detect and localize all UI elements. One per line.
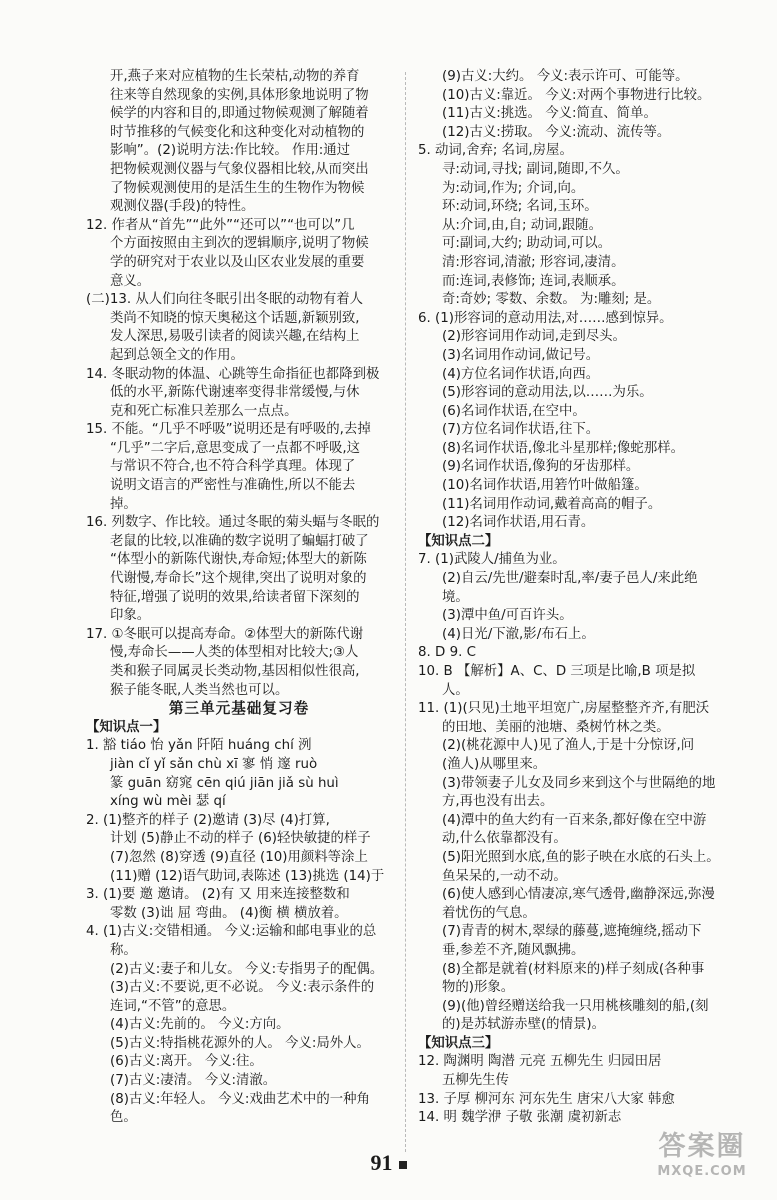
answer-line: 起到总领全文的作用。 bbox=[110, 347, 244, 363]
answer-line: 14. 明 魏学洢 子敬 张潮 虞初新志 bbox=[418, 1110, 622, 1126]
answer-line: 12. 陶渊明 陶潜 元亮 五柳先生 归园田居 bbox=[418, 1054, 662, 1070]
answer-line: (7)古义:凄清。 今义:清澈。 bbox=[110, 1073, 277, 1089]
answer-line: 动,什么依靠都没有。 bbox=[442, 831, 567, 847]
answer-line: (11)赠 (12)语气助词,表陈述 (13)挑选 (14)于 bbox=[110, 868, 385, 884]
answer-line: 猴子能冬眠,人类当然也可以。 bbox=[110, 682, 289, 698]
answer-line: (6)名词作状语,在空中。 bbox=[442, 403, 586, 419]
answer-line: (11)古义:挑选。 今义:简直、简单。 bbox=[442, 106, 657, 122]
answer-line: (8)名词作状语,像北斗星那样;像蛇那样。 bbox=[442, 440, 684, 456]
answer-line: (9)(他)曾经赠送给我一只用桃核雕刻的船,(刻 bbox=[442, 998, 709, 1014]
left-column bbox=[86, 68, 392, 1128]
answer-line: (5)阳光照到水底,鱼的影子映在水底的石头上。 bbox=[442, 849, 720, 865]
answer-line: 掉。 bbox=[110, 496, 137, 512]
answer-line: 6. (1)形容词的意动用法,对……感到惊异。 bbox=[418, 310, 673, 326]
answer-line: (11)名词用作动词,戴着高高的帽子。 bbox=[442, 496, 662, 512]
answer-line: (9)名词作状语,像狗的牙齿那样。 bbox=[442, 459, 640, 475]
watermark bbox=[643, 1130, 761, 1190]
answer-line: 垂,参差不齐,随风飘拂。 bbox=[442, 942, 585, 958]
answer-line: 可:副词,大约; 助动词,可以。 bbox=[442, 236, 612, 252]
answer-line: 慢,寿命长——人类的体型相对比较大;③人 bbox=[110, 645, 359, 661]
answer-line: 把物候观测仪器与气象仪器相比较,从而突出 bbox=[110, 161, 369, 177]
answer-line: 说明文语言的严密性与准确性,所以不能去 bbox=[110, 478, 356, 494]
answer-line: (12)名词作状语,用石青。 bbox=[442, 515, 595, 531]
answer-line: (12)古义:捞取。 今义:流动、流传等。 bbox=[442, 124, 671, 140]
answer-line: 五柳先生传 bbox=[442, 1073, 509, 1089]
answer-line: 候学的内容和目的,即通过物候观测了解随着 bbox=[110, 106, 369, 122]
answer-line: (8)古义:年轻人。 今义:戏曲艺术中的一种角色。 bbox=[110, 1091, 370, 1126]
answer-line: (9)古义:大约。 今义:表示许可、可能等。 bbox=[442, 69, 689, 84]
answer-line: 环:动词,环绕; 名词,玉环。 bbox=[442, 199, 598, 215]
answer-line: 计划 (5)静止不动的样子 (6)轻快敏捷的样子 bbox=[110, 831, 371, 847]
answer-line: (2)形容词用作动词,走到尽头。 bbox=[442, 329, 626, 345]
answer-line: 寻:动词,寻找; 副词,随即,不久。 bbox=[442, 161, 629, 177]
answer-line: 与常识不符合,也不符合科学真理。体现了 bbox=[110, 459, 356, 475]
answer-line: 清:形容词,清澈; 形容词,凄清。 bbox=[442, 254, 625, 270]
answer-line: 意义。 bbox=[110, 273, 151, 289]
answer-line: 的)是苏轼游赤壁(的情景)。 bbox=[442, 1017, 605, 1033]
column-divider bbox=[405, 72, 406, 1152]
answer-line: (10)名词作状语,用箬竹叶做船篷。 bbox=[442, 478, 648, 494]
answer-line: 8. D 9. C bbox=[418, 645, 476, 661]
answer-line: (7)忽然 (8)穿透 (9)直径 (10)用颜料等涂上 bbox=[110, 849, 368, 865]
answer-line: 3. (1)要 邀 邀请。 (2)有 又 用来连接整数和 bbox=[86, 887, 350, 903]
answer-line: 零数 (3)诎 屈 弯曲。 (4)衡 横 横放着。 bbox=[110, 905, 348, 921]
answer-line: 篆 guān 窈窕 cēn qiú jiān jiǎ sù huì bbox=[110, 775, 339, 791]
answer-line: 从:介词,由,自; 动词,跟随。 bbox=[442, 217, 602, 233]
page-marker-icon bbox=[399, 1161, 407, 1169]
answer-line: (3)带领妻子儿女及同乡来到这个与世隔绝的地 bbox=[442, 775, 716, 791]
answer-line: jiàn cǐ yǐ sǎn chù xī 寥 悄 邃 ruò bbox=[110, 756, 318, 772]
answer-line: 连词,“不管”的意思。 bbox=[110, 998, 236, 1014]
answer-line: 发人深思,易吸引读者的阅读兴趣,在结构上 bbox=[110, 329, 360, 345]
answer-line: 10. B 【解析】A、C、D 三项是比喻,B 项是拟人。 bbox=[418, 664, 696, 698]
right-column bbox=[418, 68, 720, 1128]
answer-line: (3)古义:不要说,更不必说。 今义:表示条件的 bbox=[110, 980, 375, 996]
answer-line: 个方面按照由主到次的逻辑顺序,说明了物候 bbox=[110, 236, 369, 252]
answer-line: (10)古义:靠近。 今义:对两个事物进行比较。 bbox=[442, 87, 711, 103]
answer-line: 开,燕子来对应植物的生长荣枯,动物的养育 bbox=[110, 69, 360, 84]
answer-line: 老鼠的比较,以准确的数字说明了蝙蝠打破了 bbox=[110, 533, 369, 549]
answer-line: 而:连词,表修饰; 连词,表顺承。 bbox=[442, 273, 625, 289]
answer-line: (4)古义:先前的。 今义:方向。 bbox=[110, 1017, 290, 1033]
answer-line: (7)青青的树木,翠绿的藤蔓,遮掩缠绕,摇动下 bbox=[442, 924, 702, 940]
answer-line: 印象。 bbox=[110, 608, 151, 624]
answer-line: (7)方位名词作状语,往下。 bbox=[442, 422, 600, 438]
answer-line: 代谢慢,寿命长”这个规律,突出了说明对象的 bbox=[110, 571, 367, 587]
answer-line: 17. ①冬眠可以提高寿命。②体型大的新陈代谢 bbox=[86, 626, 364, 642]
answer-line: (2)(桃花源中人)见了渔人,于是十分惊讶,问 bbox=[442, 738, 695, 754]
answer-line: 特征,增强了说明的效果,给读者留下深刻的 bbox=[110, 589, 360, 605]
answer-line: 奇:奇妙; 零数、余数。 为:雕刻; 是。 bbox=[442, 292, 661, 308]
answer-line: 7. (1)武陵人/捕鱼为业。 bbox=[418, 552, 566, 568]
answer-line: 1. 豁 tiáo 怡 yǎn 阡陌 huáng chí 洌 bbox=[86, 738, 312, 754]
answer-line: 14. 冬眠动物的体温、心跳等生命指征也都降到极 bbox=[86, 366, 380, 382]
answer-line: (3)潭中鱼/可百许头。 bbox=[442, 608, 573, 624]
answer-line: 16. 列数字、作比较。通过冬眠的菊头蝠与冬眠的 bbox=[86, 515, 380, 531]
knowledge-point-heading: 【知识点三】 bbox=[418, 1035, 499, 1051]
answer-line: (2)自云/先世/避秦时乱,率/妻子邑人/来此绝境。 bbox=[442, 571, 698, 605]
answer-line: 5. 动词,舍弃; 名词,房屋。 bbox=[418, 143, 573, 159]
answer-line: 影响”。(2)说明方法:作比较。 作用:通过 bbox=[110, 143, 351, 159]
answer-line: 克和死亡标准只差那么一点点。 bbox=[110, 403, 298, 419]
answer-line: 着忧伤的气息。 bbox=[442, 905, 536, 921]
knowledge-point-heading: 【知识点一】 bbox=[86, 719, 167, 735]
answer-line: (5)形容词的意动用法,以……为乐。 bbox=[442, 385, 653, 401]
answer-line: 13. 子厚 柳河东 河东先生 唐宋八大家 韩愈 bbox=[418, 1091, 675, 1107]
answer-line: 鱼呆呆的,一动不动。 bbox=[442, 868, 567, 884]
answer-line: (渔人)从哪里来。 bbox=[442, 756, 547, 772]
answer-line: 类和猴子同属灵长类动物,基因相似性很高, bbox=[110, 664, 360, 679]
answer-line: 观测仪器(手段)的特性。 bbox=[110, 199, 255, 215]
answer-line: “几乎”二字后,意思变成了一点都不呼吸,这 bbox=[110, 440, 361, 456]
knowledge-point-heading: 【知识点二】 bbox=[418, 533, 499, 549]
answer-line: “体型小的新陈代谢快,寿命短;体型大的新陈 bbox=[110, 552, 367, 568]
answer-line: (4)日光/下澈,影/布石上。 bbox=[442, 626, 595, 642]
answer-line: 2. (1)整齐的样子 (2)邀请 (3)尽 (4)打算, bbox=[86, 812, 330, 828]
answer-line: (6)使人感到心情凄凉,寒气透骨,幽静深远,弥漫 bbox=[442, 887, 715, 903]
answer-line: (二)13. 从人们向往冬眠引出冬眠的动物有着人 bbox=[86, 292, 364, 308]
answer-line: (5)古义:特指桃花源外的人。 今义:局外人。 bbox=[110, 1035, 370, 1051]
answer-line: 11. (1)(只见)土地平坦宽广,房屋整整齐齐,有肥沃 bbox=[418, 701, 710, 717]
page-number-text: 91 bbox=[370, 1150, 393, 1175]
answer-line: 类尚不知晓的惊天奥秘这个话题,新颖别致, bbox=[110, 310, 360, 326]
answer-line: 物的)形象。 bbox=[442, 980, 515, 996]
watermark-url: MXQE.COM bbox=[657, 1164, 747, 1179]
answer-line: 为:动词,作为; 介词,向。 bbox=[442, 180, 585, 196]
answer-line: 学的研究对于农业以及山区农业发展的重要 bbox=[110, 254, 365, 270]
answer-line: (4)潭中的鱼大约有一百来条,都好像在空中游 bbox=[442, 812, 707, 828]
answer-line: 4. (1)古义:交错相通。 今义:运输和邮电事业的总称。 bbox=[86, 924, 377, 958]
answer-line: (8)全都是就着(材料原来的)样子刻成(各种事 bbox=[442, 961, 705, 977]
answer-line: 方,再也没有出去。 bbox=[442, 794, 554, 810]
answer-line: (6)古义:离开。 今义:往。 bbox=[110, 1054, 263, 1070]
answer-line: (4)方位名词作状语,向西。 bbox=[442, 366, 600, 382]
answer-line: 时节推移的气候变化和这种变化对动植物的 bbox=[110, 124, 365, 140]
answer-line: 了物候观测使用的是活生生的生物作为物候 bbox=[110, 180, 365, 196]
answer-line: 低的水平,新陈代谢速率变得非常缓慢,与休 bbox=[110, 385, 360, 401]
answer-line: 往来等自然现象的实例,具体形象地说明了物 bbox=[110, 87, 369, 103]
answer-line: 15. 不能。“几乎不呼吸”说明还是有呼吸的,去掉 bbox=[86, 422, 371, 438]
answer-line: (2)古义:妻子和儿女。 今义:专指男子的配偶。 bbox=[110, 961, 384, 977]
answer-line: 12. 作者从“首先”“此外”“还可以”“也可以”几 bbox=[86, 217, 355, 233]
section-title: 第三单元基础复习卷 bbox=[168, 700, 310, 718]
answer-line: 的田地、美丽的池塘、桑树竹林之类。 bbox=[442, 719, 670, 735]
answer-line: xíng wù mèi 瑟 qí bbox=[110, 794, 226, 810]
watermark-logo: 答案圈 bbox=[658, 1131, 746, 1162]
answer-line: (3)名词用作动词,做记号。 bbox=[442, 347, 600, 363]
